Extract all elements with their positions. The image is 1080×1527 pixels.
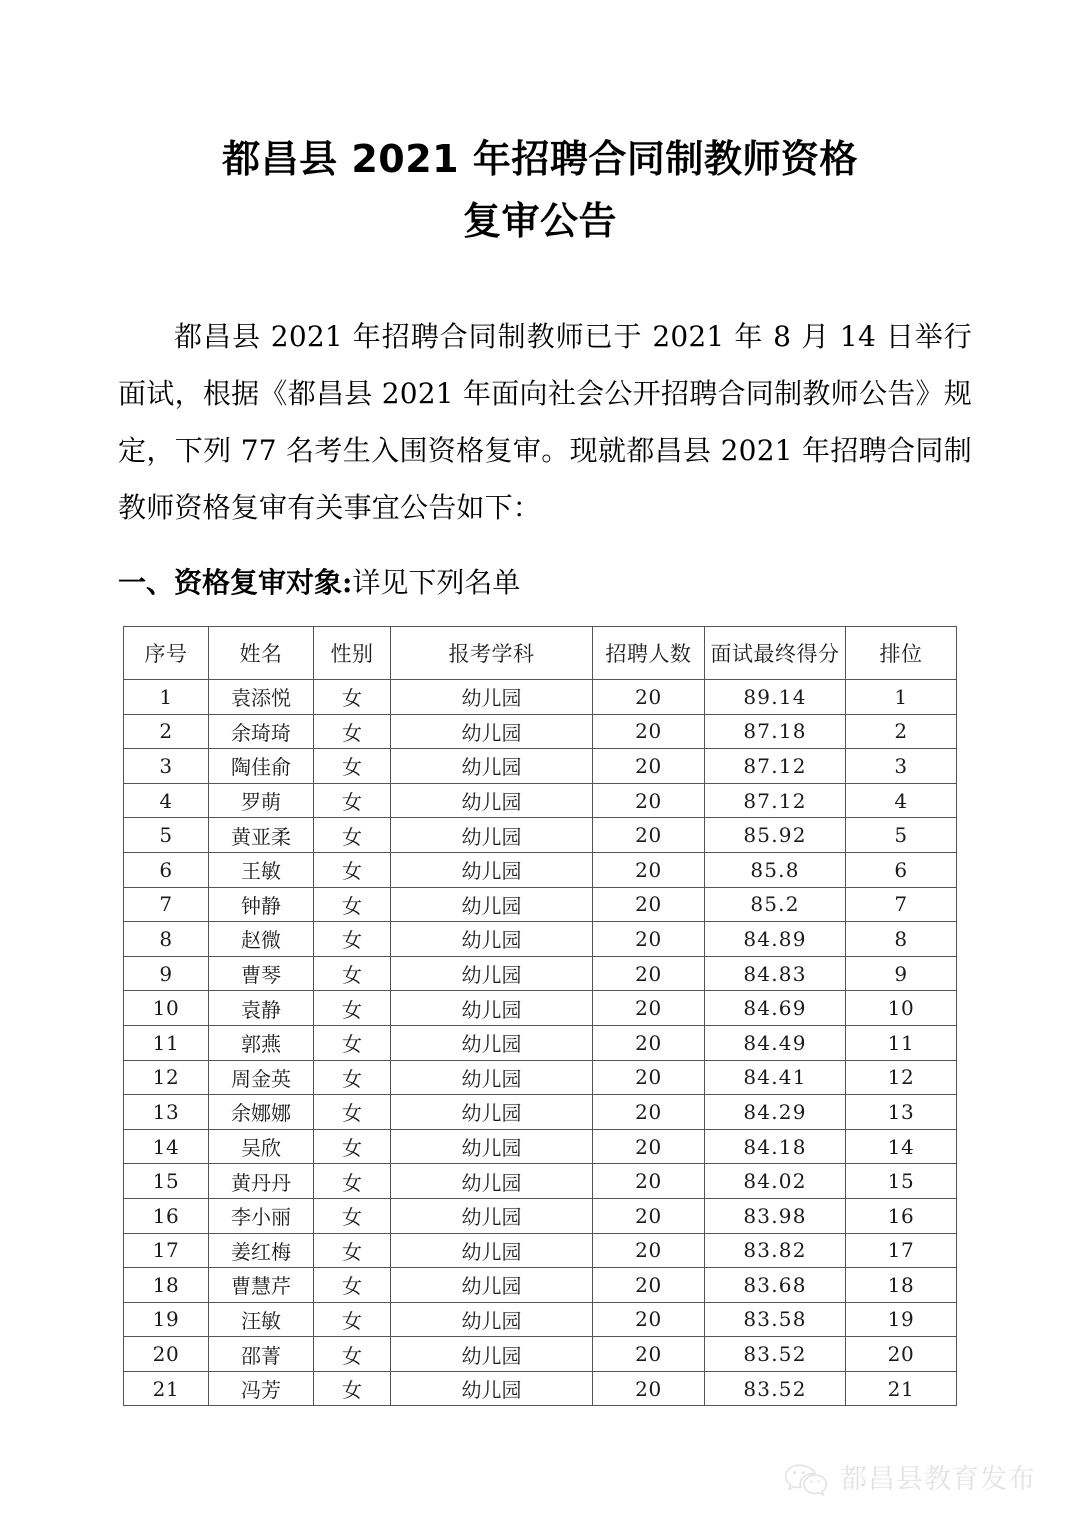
table-cell: 20 — [593, 1060, 705, 1095]
table-cell: 85.92 — [705, 818, 846, 853]
section-heading-label: 一、资格复审对象: — [118, 566, 353, 599]
table-cell: 19 — [846, 1302, 957, 1337]
table-cell: 20 — [593, 1198, 705, 1233]
table-cell: 罗萌 — [209, 783, 314, 818]
table-cell: 20 — [593, 991, 705, 1026]
table-cell: 5 — [846, 818, 957, 853]
table-cell: 85.2 — [705, 887, 846, 922]
table-cell: 钟静 — [209, 887, 314, 922]
table-cell: 13 — [846, 1095, 957, 1130]
table-cell: 84.89 — [705, 922, 846, 957]
table-cell: 幼儿园 — [391, 1371, 593, 1406]
table-cell: 10 — [124, 991, 209, 1026]
table-cell: 84.83 — [705, 956, 846, 991]
table-cell: 11 — [124, 1025, 209, 1060]
table-cell: 10 — [846, 991, 957, 1026]
table-cell: 1 — [124, 680, 209, 715]
table-cell: 女 — [314, 1095, 391, 1130]
section-heading-qualification-review — [0, 536, 1080, 608]
table-cell: 21 — [124, 1371, 209, 1406]
table-cell: 84.02 — [705, 1164, 846, 1199]
table-cell: 85.8 — [705, 852, 846, 887]
table-cell: 邵菁 — [209, 1337, 314, 1372]
table-cell: 汪敏 — [209, 1302, 314, 1337]
table-row — [124, 1095, 957, 1130]
table-cell: 20 — [593, 1233, 705, 1268]
section-heading-value: 详见下列名单 — [352, 566, 521, 599]
table-cell: 女 — [314, 1268, 391, 1303]
table-cell: 女 — [314, 956, 391, 991]
table-row — [124, 1129, 957, 1164]
table-cell: 3 — [124, 749, 209, 784]
table-cell: 幼儿园 — [391, 1164, 593, 1199]
table-cell: 20 — [124, 1337, 209, 1372]
table-header-cell: 面试最终得分 — [705, 627, 846, 680]
table-cell: 女 — [314, 1060, 391, 1095]
table-cell: 20 — [593, 887, 705, 922]
table-cell: 87.18 — [705, 714, 846, 749]
table-cell: 王敏 — [209, 852, 314, 887]
table-cell: 女 — [314, 922, 391, 957]
table-cell: 4 — [124, 783, 209, 818]
table-cell: 女 — [314, 783, 391, 818]
table-cell: 20 — [593, 1371, 705, 1406]
table-cell: 84.41 — [705, 1060, 846, 1095]
table-row — [124, 1371, 957, 1406]
table-row — [124, 991, 957, 1026]
table-cell: 12 — [124, 1060, 209, 1095]
table-row — [124, 818, 957, 853]
table-cell: 女 — [314, 749, 391, 784]
table-cell: 16 — [846, 1198, 957, 1233]
table-cell: 幼儿园 — [391, 1198, 593, 1233]
table-cell: 女 — [314, 1198, 391, 1233]
table-header-cell: 序号 — [124, 627, 209, 680]
table-cell: 20 — [593, 749, 705, 784]
table-cell: 12 — [846, 1060, 957, 1095]
table-cell: 幼儿园 — [391, 783, 593, 818]
intro-paragraph: 都昌县 2021 年招聘合同制教师已于 2021 年 8 月 14 日举行面试，根据《都昌县 2021 年面向社会公开招聘合同制教师公告》规定，下列 77 名考生入围资格复审。现就都昌县 2021 年招聘合同制教师资格复审有关事宜公告如下： — [118, 320, 972, 524]
table-cell: 18 — [124, 1268, 209, 1303]
table-cell: 女 — [314, 1371, 391, 1406]
table-cell: 21 — [846, 1371, 957, 1406]
table-cell: 20 — [593, 922, 705, 957]
table-row — [124, 1198, 957, 1233]
table-cell: 20 — [593, 1302, 705, 1337]
table-cell: 曹琴 — [209, 956, 314, 991]
table-cell: 16 — [124, 1198, 209, 1233]
table-cell: 幼儿园 — [391, 1060, 593, 1095]
page-title — [0, 0, 1080, 252]
table-cell: 吴欣 — [209, 1129, 314, 1164]
table-cell: 7 — [846, 887, 957, 922]
table-cell: 幼儿园 — [391, 1025, 593, 1060]
table-cell: 幼儿园 — [391, 749, 593, 784]
table-cell: 15 — [846, 1164, 957, 1199]
table-cell: 幼儿园 — [391, 1268, 593, 1303]
table-cell: 83.68 — [705, 1268, 846, 1303]
table-cell: 20 — [593, 1025, 705, 1060]
table-cell: 黄亚柔 — [209, 818, 314, 853]
table-cell: 14 — [846, 1129, 957, 1164]
table-cell: 郭燕 — [209, 1025, 314, 1060]
table-row — [124, 1060, 957, 1095]
table-cell: 87.12 — [705, 783, 846, 818]
watermark-label: 都昌县教育发布 — [840, 1464, 1036, 1495]
table-header-cell: 性别 — [314, 627, 391, 680]
roster-table-container — [0, 608, 1080, 1406]
table-cell: 女 — [314, 1025, 391, 1060]
table-cell: 20 — [846, 1337, 957, 1372]
table-row — [124, 956, 957, 991]
footer-watermark — [784, 1463, 1036, 1497]
table-cell: 20 — [593, 1129, 705, 1164]
table-cell: 女 — [314, 1233, 391, 1268]
roster-table-body — [124, 680, 957, 1406]
table-cell: 19 — [124, 1302, 209, 1337]
table-cell: 7 — [124, 887, 209, 922]
table-cell: 女 — [314, 818, 391, 853]
table-cell: 袁添悦 — [209, 680, 314, 715]
table-cell: 女 — [314, 680, 391, 715]
table-cell: 幼儿园 — [391, 922, 593, 957]
table-row — [124, 1164, 957, 1199]
table-row — [124, 1025, 957, 1060]
table-cell: 女 — [314, 1302, 391, 1337]
page-title-line-1: 都昌县 2021 年招聘合同制教师资格 — [222, 137, 858, 181]
table-cell: 幼儿园 — [391, 887, 593, 922]
table-row — [124, 749, 957, 784]
table-cell: 陶佳俞 — [209, 749, 314, 784]
table-row — [124, 852, 957, 887]
table-cell: 89.14 — [705, 680, 846, 715]
table-row — [124, 1337, 957, 1372]
table-cell: 6 — [846, 852, 957, 887]
table-cell: 20 — [593, 1095, 705, 1130]
table-header-cell: 招聘人数 — [593, 627, 705, 680]
table-header-row — [124, 627, 957, 680]
table-cell: 20 — [593, 680, 705, 715]
table-cell: 15 — [124, 1164, 209, 1199]
table-cell: 20 — [593, 714, 705, 749]
table-cell: 20 — [593, 1164, 705, 1199]
table-cell: 幼儿园 — [391, 714, 593, 749]
table-cell: 8 — [124, 922, 209, 957]
table-header-cell: 报考学科 — [391, 627, 593, 680]
table-cell: 84.18 — [705, 1129, 846, 1164]
table-cell: 女 — [314, 991, 391, 1026]
table-cell: 1 — [846, 680, 957, 715]
table-cell: 幼儿园 — [391, 1233, 593, 1268]
table-cell: 幼儿园 — [391, 1129, 593, 1164]
wechat-icon — [784, 1463, 828, 1497]
table-cell: 黄丹丹 — [209, 1164, 314, 1199]
table-cell: 84.49 — [705, 1025, 846, 1060]
table-header-cell: 排位 — [846, 627, 957, 680]
page-title-line-2: 复审公告 — [462, 199, 617, 243]
table-cell: 14 — [124, 1129, 209, 1164]
table-cell: 冯芳 — [209, 1371, 314, 1406]
table-cell: 女 — [314, 1337, 391, 1372]
roster-table — [123, 626, 957, 1406]
table-cell: 女 — [314, 887, 391, 922]
table-row — [124, 1268, 957, 1303]
table-header-cell: 姓名 — [209, 627, 314, 680]
table-cell: 余琦琦 — [209, 714, 314, 749]
table-cell: 20 — [593, 1337, 705, 1372]
table-cell: 11 — [846, 1025, 957, 1060]
table-cell: 余娜娜 — [209, 1095, 314, 1130]
table-cell: 20 — [593, 1268, 705, 1303]
table-row — [124, 783, 957, 818]
table-cell: 2 — [846, 714, 957, 749]
table-cell: 4 — [846, 783, 957, 818]
table-cell: 幼儿园 — [391, 680, 593, 715]
table-cell: 幼儿园 — [391, 818, 593, 853]
table-cell: 20 — [593, 956, 705, 991]
table-cell: 曹慧芹 — [209, 1268, 314, 1303]
table-cell: 87.12 — [705, 749, 846, 784]
table-cell: 3 — [846, 749, 957, 784]
table-cell: 83.52 — [705, 1337, 846, 1372]
table-cell: 18 — [846, 1268, 957, 1303]
table-cell: 女 — [314, 1129, 391, 1164]
table-cell: 17 — [124, 1233, 209, 1268]
table-row — [124, 680, 957, 715]
table-cell: 女 — [314, 1164, 391, 1199]
table-cell: 周金英 — [209, 1060, 314, 1095]
table-cell: 女 — [314, 852, 391, 887]
table-cell: 6 — [124, 852, 209, 887]
table-row — [124, 922, 957, 957]
table-cell: 9 — [124, 956, 209, 991]
table-cell: 幼儿园 — [391, 956, 593, 991]
table-cell: 8 — [846, 922, 957, 957]
table-cell: 83.58 — [705, 1302, 846, 1337]
table-row — [124, 1302, 957, 1337]
table-cell: 赵微 — [209, 922, 314, 957]
table-cell: 83.82 — [705, 1233, 846, 1268]
table-row — [124, 714, 957, 749]
table-cell: 83.52 — [705, 1371, 846, 1406]
table-cell: 女 — [314, 714, 391, 749]
table-cell: 84.29 — [705, 1095, 846, 1130]
table-cell: 17 — [846, 1233, 957, 1268]
table-cell: 袁静 — [209, 991, 314, 1026]
table-cell: 幼儿园 — [391, 852, 593, 887]
table-cell: 姜红梅 — [209, 1233, 314, 1268]
table-cell: 9 — [846, 956, 957, 991]
table-cell: 20 — [593, 818, 705, 853]
table-cell: 5 — [124, 818, 209, 853]
table-cell: 83.98 — [705, 1198, 846, 1233]
table-cell: 84.69 — [705, 991, 846, 1026]
table-cell: 20 — [593, 852, 705, 887]
table-cell: 20 — [593, 783, 705, 818]
roster-table-head — [124, 627, 957, 680]
table-row — [124, 1233, 957, 1268]
table-cell: 幼儿园 — [391, 1337, 593, 1372]
table-cell: 李小丽 — [209, 1198, 314, 1233]
table-cell: 幼儿园 — [391, 1302, 593, 1337]
table-cell: 幼儿园 — [391, 1095, 593, 1130]
table-cell: 幼儿园 — [391, 991, 593, 1026]
table-cell: 13 — [124, 1095, 209, 1130]
table-cell: 2 — [124, 714, 209, 749]
table-row — [124, 887, 957, 922]
